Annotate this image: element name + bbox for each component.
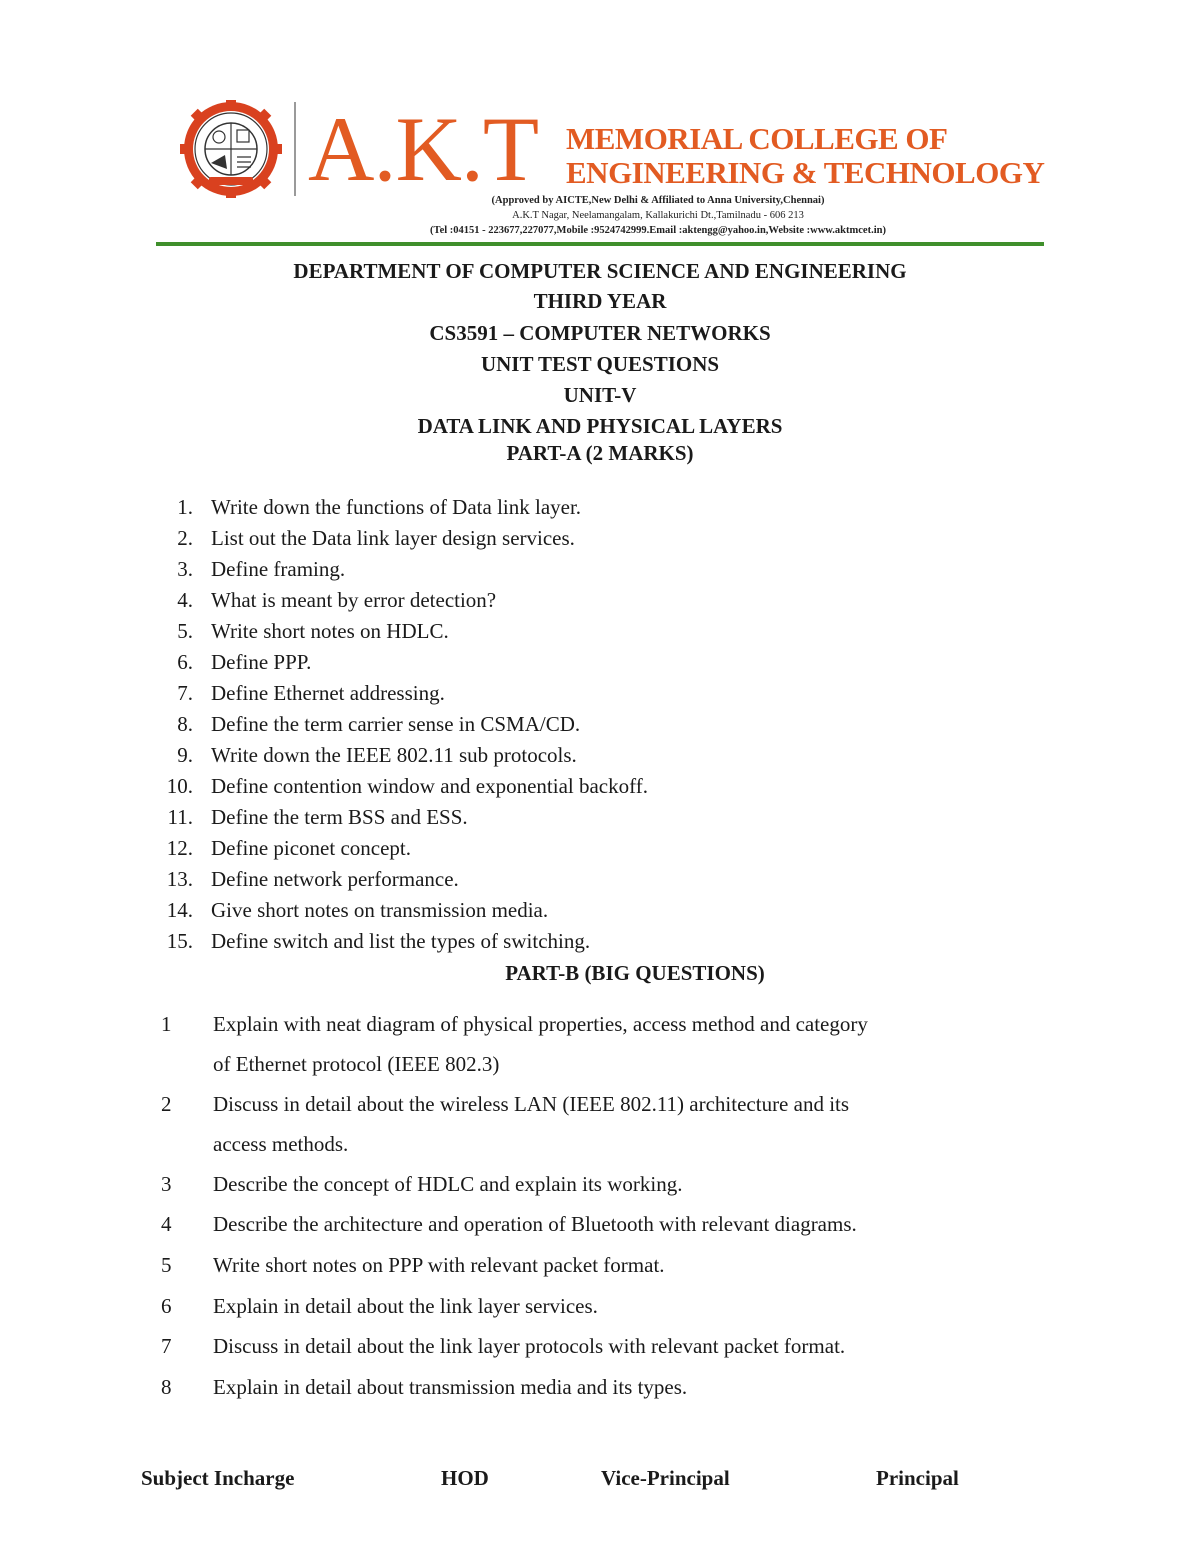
question-number: 3. [177, 557, 193, 581]
question-text: Write down the functions of Data link layer. [211, 495, 582, 519]
year-heading: THIRD YEAR [533, 289, 667, 313]
question-number: 10. [166, 774, 193, 798]
question-number: 3 [161, 1172, 172, 1196]
department-heading: DEPARTMENT OF COMPUTER SCIENCE AND ENGINEERING [293, 259, 907, 283]
question-text-continued: access methods. [213, 1132, 349, 1156]
letterhead-rule [156, 242, 1044, 246]
question-number: 13. [166, 867, 193, 891]
question-text: Explain in detail about the link layer services. [213, 1294, 598, 1318]
college-name-line2: ENGINEERING & TECHNOLOGY [566, 155, 1045, 190]
question-number: 5. [177, 619, 193, 643]
question-text: Write short notes on PPP with relevant packet format. [213, 1253, 665, 1277]
question-text: Define Ethernet addressing. [211, 681, 445, 705]
question-number: 12. [166, 836, 193, 860]
signature-principal: Principal [876, 1466, 959, 1490]
signature-hod: HOD [441, 1466, 489, 1490]
question-number: 6 [161, 1294, 172, 1318]
question-text: Define PPP. [211, 650, 312, 674]
question-text: Define the term carrier sense in CSMA/CD. [211, 712, 581, 736]
question-text: Discuss in detail about the link layer protocols with relevant packet format. [213, 1334, 846, 1358]
college-logo-text: A.K.T [308, 98, 539, 200]
question-text: Define the term BSS and ESS. [211, 805, 468, 829]
question-text: What is meant by error detection? [211, 588, 497, 612]
test-heading: UNIT TEST QUESTIONS [480, 352, 720, 376]
question-number: 8. [177, 712, 193, 736]
address-text: A.K.T Nagar, Neelamangalam, Kallakurichi Dt.,Tamilnadu - 606 213 [512, 210, 804, 221]
question-number: 7. [177, 681, 193, 705]
course-heading: CS3591 – COMPUTER NETWORKS [429, 321, 771, 345]
question-number: 2. [177, 526, 193, 550]
question-text: Write short notes on HDLC. [211, 619, 449, 643]
question-number: 1. [177, 495, 193, 519]
unit-title-heading: DATA LINK AND PHYSICAL LAYERS [417, 414, 783, 438]
college-name-line1: MEMORIAL COLLEGE OF [566, 121, 948, 156]
question-number: 7 [161, 1334, 172, 1358]
question-text: Define framing. [211, 557, 346, 581]
question-text: Give short notes on transmission media. [211, 898, 549, 922]
question-number: 4 [161, 1212, 172, 1236]
question-text: Describe the concept of HDLC and explain its working. [213, 1172, 683, 1196]
question-text: Describe the architecture and operation of Bluetooth with relevant diagrams. [213, 1212, 857, 1236]
question-text: Explain in detail about transmission media and its types. [213, 1375, 688, 1399]
question-number: 2 [161, 1092, 172, 1116]
question-text: Define piconet concept. [211, 836, 411, 860]
letterhead-divider [294, 102, 296, 196]
question-text: Define switch and list the types of switching. [211, 929, 591, 953]
question-number: 15. [166, 929, 193, 953]
approval-text: (Approved by AICTE,New Delhi & Affiliated to Anna University,Chennai) [491, 195, 825, 206]
part-b-heading: PART-B (BIG QUESTIONS) [505, 961, 765, 985]
question-number: 8 [161, 1375, 172, 1399]
unit-heading: UNIT-V [563, 383, 637, 407]
college-seal-logo [180, 100, 282, 198]
question-text-continued: of Ethernet protocol (IEEE 802.3) [213, 1052, 500, 1076]
signature-vice-principal: Vice-Principal [601, 1466, 730, 1490]
question-text: Write down the IEEE 802.11 sub protocols. [211, 743, 577, 767]
contact-text: (Tel :04151 - 223677,227077,Mobile :9524742999.Email :aktengg@yahoo.in,Website :www.aktmcet.in) [430, 225, 886, 236]
part-a-heading: PART-A (2 MARKS) [506, 441, 694, 465]
question-number: 1 [161, 1012, 172, 1036]
question-text: Discuss in detail about the wireless LAN (IEEE 802.11) architecture and its [213, 1092, 850, 1116]
signature-subject-incharge: Subject Incharge [141, 1466, 295, 1490]
question-number: 5 [161, 1253, 172, 1277]
question-number: 9. [177, 743, 193, 767]
question-number: 6. [177, 650, 193, 674]
question-number: 14. [166, 898, 193, 922]
question-text: Define contention window and exponential backoff. [211, 774, 648, 798]
question-number: 4. [177, 588, 193, 612]
question-text: Define network performance. [211, 867, 459, 891]
question-number: 11. [167, 805, 193, 829]
question-text: Explain with neat diagram of physical properties, access method and category [213, 1012, 868, 1036]
question-text: List out the Data link layer design services. [211, 526, 575, 550]
